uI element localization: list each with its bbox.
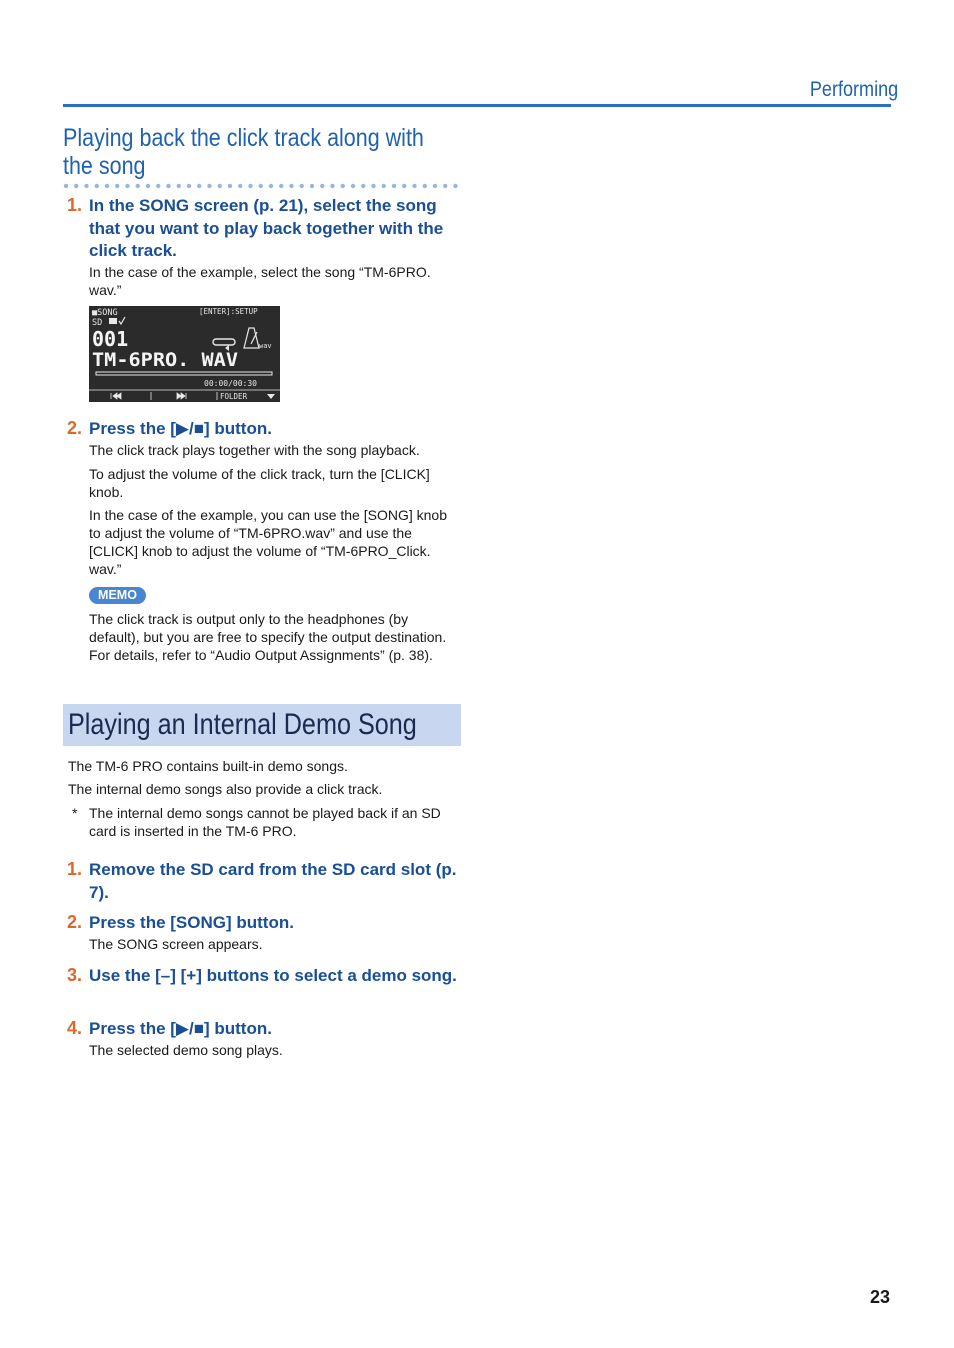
- step-instruction: Press the [▶/■] button.: [89, 1019, 272, 1038]
- dotted-divider: [63, 183, 461, 189]
- folder-icon: [109, 318, 117, 324]
- section-title: Playing an Internal Demo Song: [68, 708, 417, 741]
- lcd-folder: FOLDER: [220, 392, 248, 401]
- page-number: 23: [869, 1287, 890, 1307]
- step-number: 2.: [67, 912, 83, 932]
- step-body: The click track plays together with the song playback.: [89, 442, 420, 458]
- lcd-setup: [ENTER]:SETUP: [199, 307, 258, 316]
- intro-text: The internal demo songs also provide a click track.: [68, 781, 383, 797]
- subsection-title: Playing back the click track along with the song: [63, 124, 424, 180]
- step-number: 1.: [67, 195, 83, 215]
- step-instruction: In the SONG screen (p. 21), select the song that you want to play back together with the click track.: [89, 196, 444, 260]
- step-number: 3.: [67, 965, 83, 985]
- step-instruction: Remove the SD card from the SD card slot (p. 7).: [89, 860, 457, 902]
- step-instruction: Use the [–] [+] buttons to select a demo song.: [89, 966, 457, 985]
- note-asterisk: *: [72, 805, 78, 821]
- step-number: 4.: [67, 1018, 83, 1038]
- header-rule: [63, 104, 891, 107]
- step-instruction: Press the [SONG] button.: [89, 913, 294, 932]
- lcd-mode: ■SONG: [92, 308, 118, 318]
- memo-text: The click track is output only to the headphones (by default), but you are free to specify the output destination. For details, refer to “Audio Output Assignments” (p. 38).: [89, 611, 447, 663]
- note-text: The internal demo songs cannot be played back if an SD card is inserted in the TM-6 PRO.: [89, 805, 441, 839]
- lcd-screen: [89, 306, 280, 402]
- step-number: 1.: [67, 859, 83, 879]
- step-instruction: Press the [▶/■] button.: [89, 419, 272, 438]
- lcd-source: SD: [92, 318, 103, 328]
- lcd-number: 001: [92, 327, 129, 351]
- step-body: In the case of the example, select the song “TM-6PRO. wav.”: [89, 264, 431, 298]
- step-body: To adjust the volume of the click track, turn the [CLICK] knob.: [89, 466, 430, 500]
- step-body: In the case of the example, you can use the [SONG] knob to adjust the volume of “TM-6PRO.wav” and use the [CLICK] knob to adjust the volume of “TM-6PRO_Click. wav.”: [89, 507, 447, 577]
- section-header: Performing: [809, 78, 899, 101]
- lcd-filename: TM-6PRO. WAV: [92, 349, 238, 371]
- step-body: The SONG screen appears.: [89, 936, 263, 952]
- intro-text: The TM-6 PRO contains built-in demo songs.: [68, 758, 348, 774]
- lcd-ext: wav: [259, 342, 272, 350]
- step-number: 2.: [67, 418, 83, 438]
- memo-badge: MEMO: [89, 587, 146, 604]
- step-body: The selected demo song plays.: [89, 1042, 283, 1058]
- lcd-time: 00:00/00:30: [204, 379, 257, 388]
